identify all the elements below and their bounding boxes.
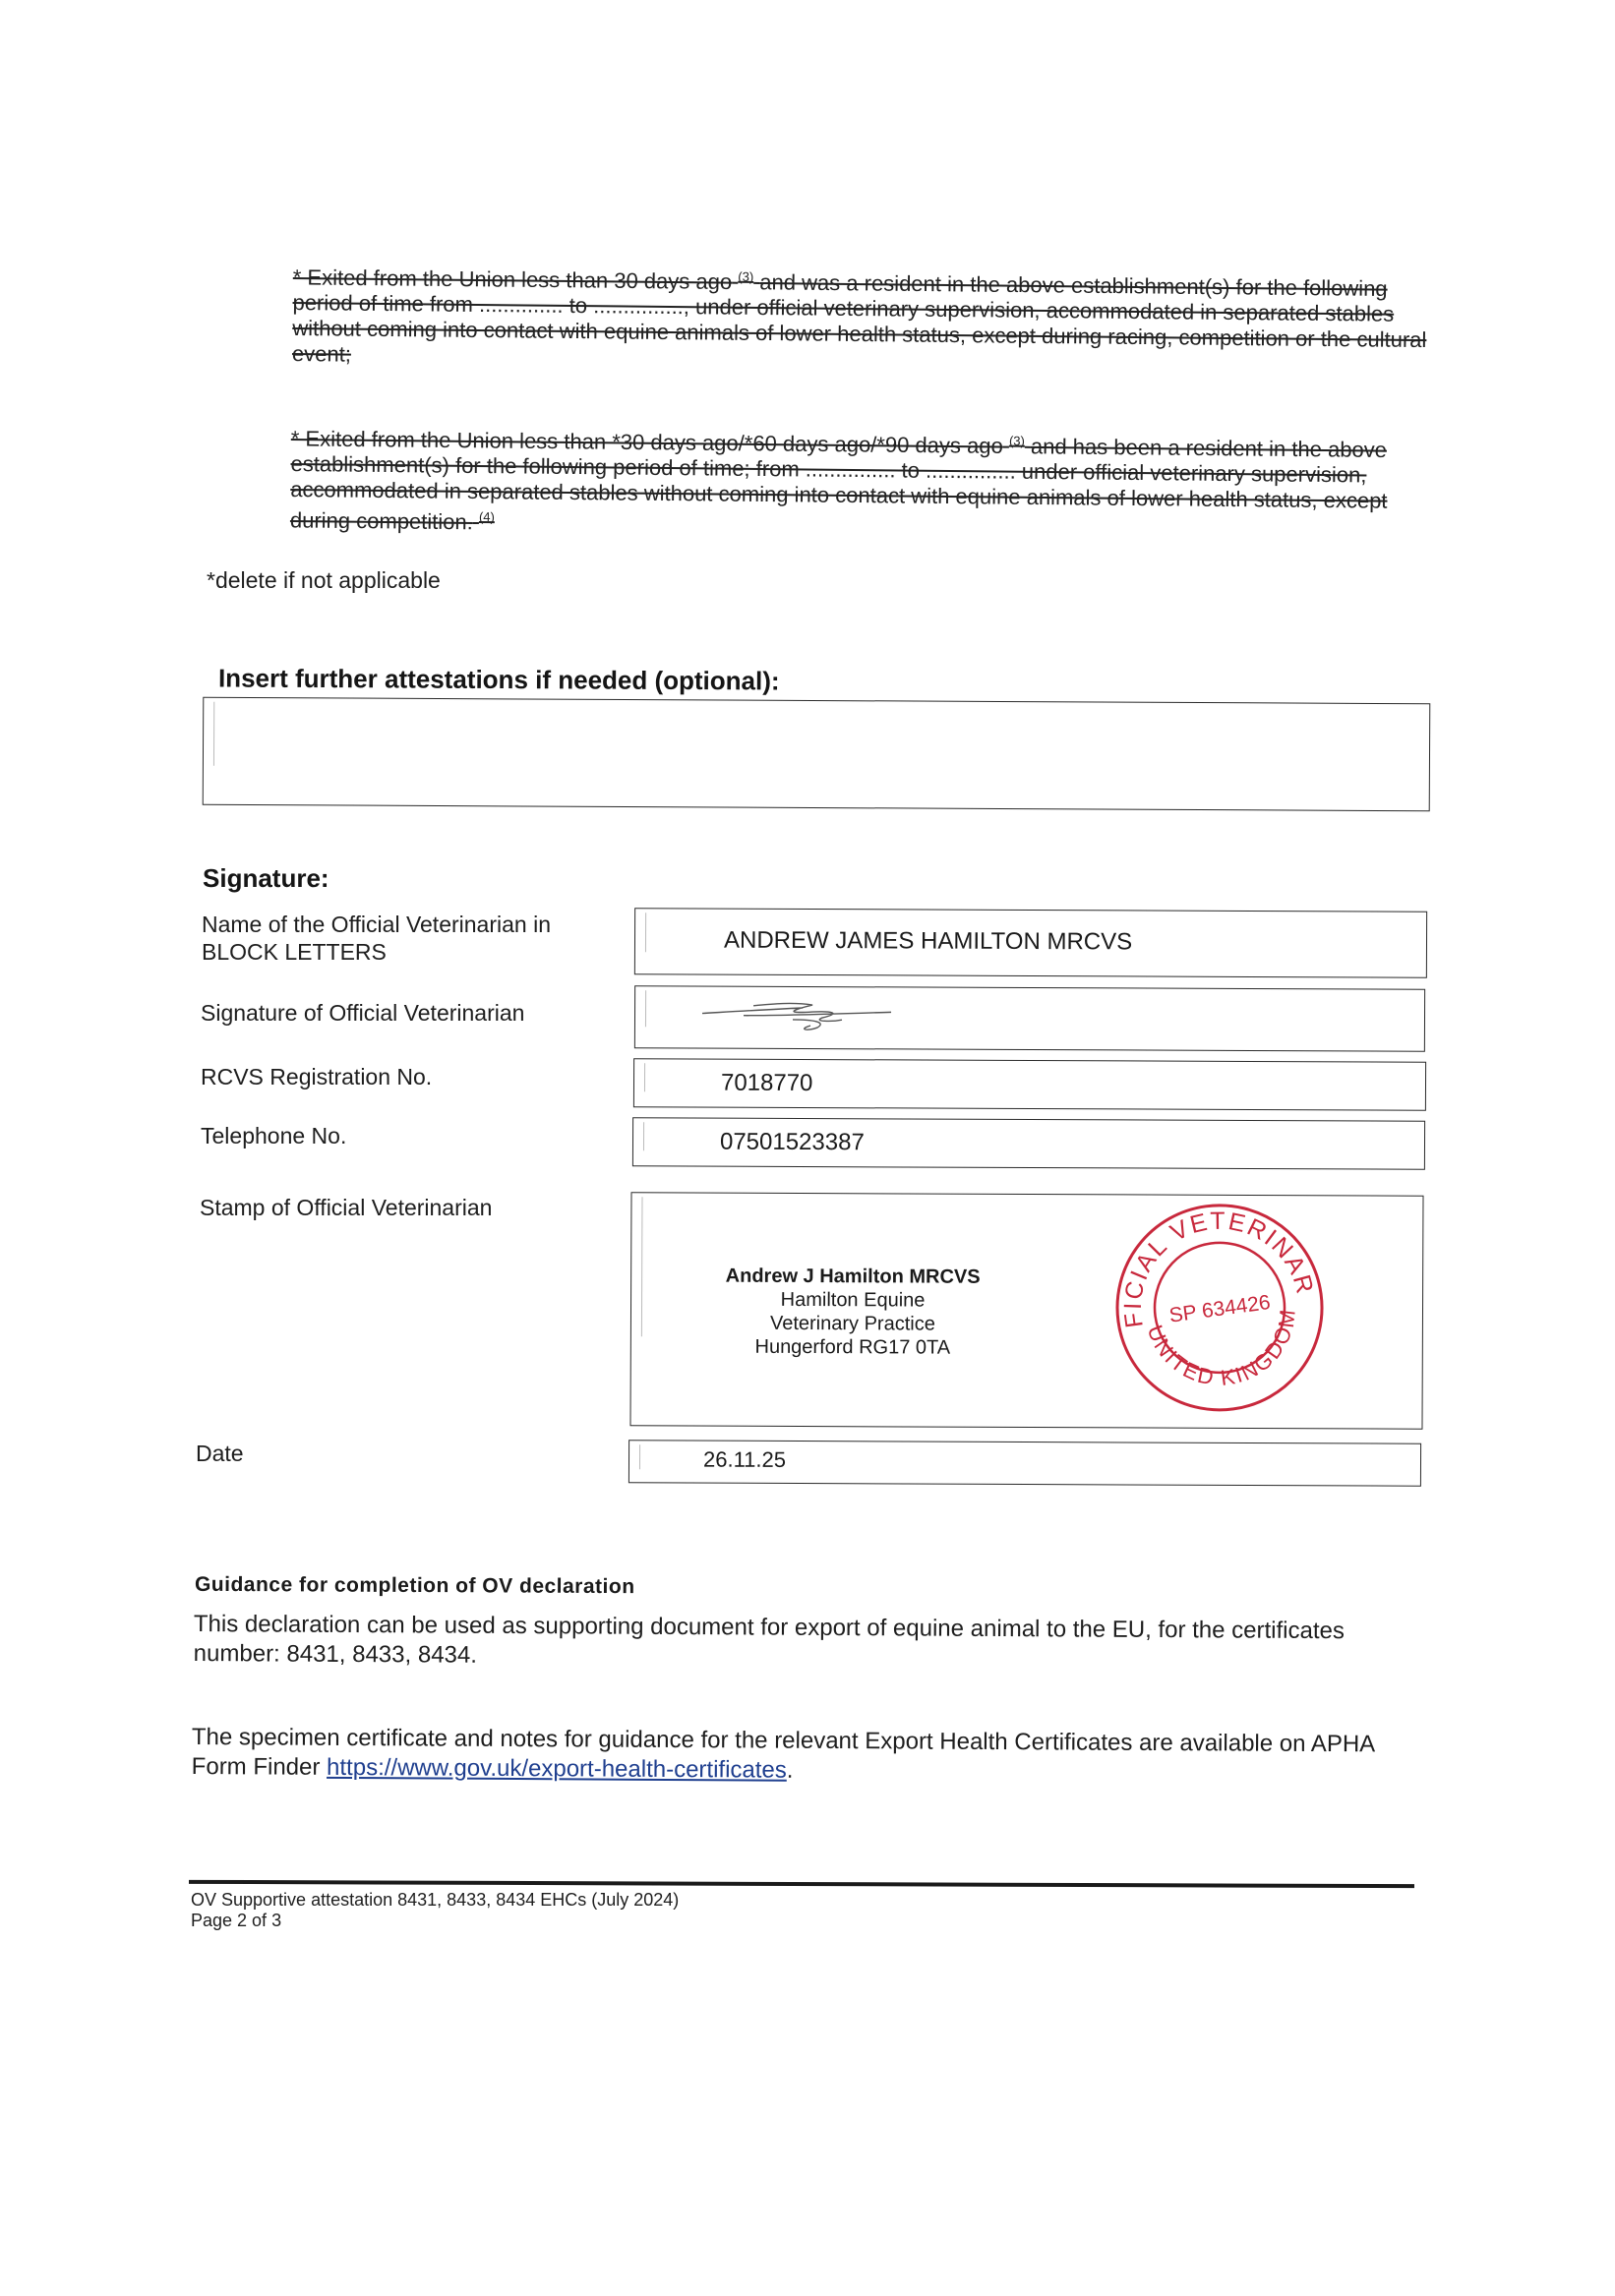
date-field[interactable] [628, 1440, 1421, 1487]
phone-value: 07501523387 [719, 1128, 865, 1156]
signature-heading: Signature: [203, 863, 329, 893]
further-attestations-heading: Insert further attestations if needed (optional): [217, 663, 780, 696]
rcvs-field[interactable] [633, 1058, 1426, 1111]
struck-clause-1 [292, 260, 1432, 379]
stamp-line-2: Hamilton Equine [780, 1288, 926, 1312]
date-label: Date [196, 1441, 244, 1466]
guidance-link-suffix: . [786, 1756, 794, 1784]
guidance-heading: Guidance for completion of OV declaration [194, 1572, 635, 1599]
clause-1-text-a: * Exited from the Union less than 30 days ago [292, 265, 733, 295]
stamp-label: Stamp of Official Veterinarian [200, 1195, 493, 1220]
stamp-field[interactable] [629, 1192, 1423, 1430]
guidance-paragraph-1: This declaration can be used as supporting document for export of equine animal to the EU, for the certificates number: 8431, 8433, 8434. [193, 1611, 1345, 1669]
phone-field[interactable] [632, 1117, 1425, 1170]
name-field[interactable] [634, 908, 1427, 978]
footer-rule [189, 1880, 1414, 1888]
signature-field[interactable] [634, 985, 1425, 1052]
guidance-paragraph-2 [192, 1723, 1397, 1789]
further-attestations-box[interactable] [203, 697, 1431, 812]
stamp-name: Andrew J Hamilton MRCVS [725, 1265, 981, 1288]
seal-number: SP 634426 [1167, 1290, 1273, 1327]
footer [191, 1890, 679, 1931]
name-value: ANDREW JAMES HAMILTON MRCVS [723, 926, 1133, 956]
delete-note: *delete if not applicable [207, 567, 441, 593]
phone-label: Telephone No. [201, 1123, 347, 1148]
clause-1-text-b: and was a resident in the above establishment(s) for the following period of time from .............. to ..............., under official veterinary supervision, accommodated in separated stables without coming into contact with equine animals of lower health status, except during racing, competition or the cultural event; [291, 269, 1427, 367]
date-value: 26.11.25 [702, 1446, 787, 1472]
name-label: Name of the Official Veterinarian in BLOCK LETTERS [202, 912, 551, 965]
practice-stamp [690, 1265, 1015, 1360]
stamp-line-4: Hungerford RG17 0TA [754, 1335, 951, 1359]
footer-line-1: OV Supportive attestation 8431, 8433, 8434 EHCs (July 2024) [191, 1890, 680, 1910]
signature-label: Signature of Official Veterinarian [201, 1000, 525, 1026]
rcvs-value: 7018770 [720, 1069, 813, 1097]
footer-page-number: Page 2 of 3 [191, 1911, 282, 1930]
stamp-line-3: Veterinary Practice [769, 1312, 935, 1335]
clause-2-text-a: * Exited from the Union less than *30 days ago/*60 days ago/*90 days ago [290, 426, 1003, 458]
clause-2-ref: (3) [1008, 433, 1025, 448]
export-health-certificates-link[interactable]: https://www.gov.uk/export-health-certificates [327, 1753, 787, 1784]
clause-1-ref: (3) [738, 268, 754, 284]
struck-clause-2 [290, 421, 1434, 546]
seal-top-text: OFFICIAL VETERINARIAN [1118, 1207, 1320, 1330]
guidance-paragraph-2-text: The specimen certificate and notes for guidance for the relevant Export Health Certificates are available on APHA Form Finder [191, 1724, 1374, 1781]
seal-bottom-text: UNITED KINGDOM [1142, 1306, 1301, 1390]
clause-2-ref2: (4) [478, 509, 495, 525]
official-veterinarian-seal [1101, 1189, 1338, 1426]
handwritten-signature [694, 992, 911, 1042]
rcvs-label: RCVS Registration No. [201, 1064, 433, 1089]
clause-2-text-b: and has been a resident in the above establishment(s) for the following period of time; from ............... to ............... under official veterinary supervision, accommodated in separated stables without coming into contact with equine animals of lower health status, except during competition. [289, 434, 1388, 535]
